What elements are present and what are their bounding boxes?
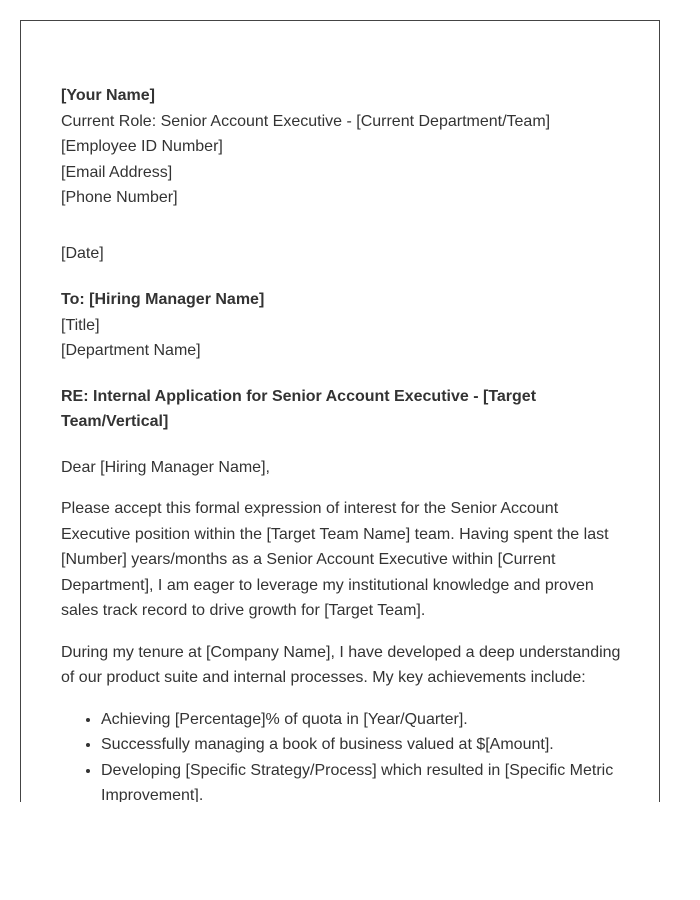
subject-line: RE: Internal Application for Senior Account Executive - [Target Team/Vertical] — [61, 387, 537, 430]
list-item: • Developing [Specific Strategy/Process] which resulted in [Specific Metric Improvement]. — [101, 758, 631, 803]
sender-employee-id: [Employee ID Number] — [61, 138, 223, 155]
recipient-title: [Title] — [61, 316, 100, 334]
sender-phone: [Phone Number] — [61, 189, 178, 206]
recipient-to: To: [Hiring Manager Name] — [61, 291, 265, 308]
list-item: • Achieving [Percentage]% of quota in [Year/Quarter]. — [101, 707, 631, 733]
letter-date: [Date] — [61, 244, 104, 262]
sender-block — [61, 83, 631, 211]
letter-page — [20, 20, 660, 802]
recipient-department: [Department Name] — [61, 342, 201, 359]
achievements-list — [61, 707, 631, 803]
sender-role: Current Role: Senior Account Executive - [Current Department/Team] — [61, 112, 551, 130]
body-paragraph-tenure: During my tenure at [Company Name], I have developed a deep understanding of our product suite and internal processes. My key achievements include: — [61, 643, 621, 686]
body-paragraph-intro: Please accept this formal expression of interest for the Senior Account Executive position within the [Target Team Name] team. Having spent the last [Number] years/months as a Senior Account Executive within [Current Department], I am eager to leverage my institutional knowledge and proven sales track record to drive growth for [Target Team]. — [61, 500, 609, 619]
letter-content — [61, 83, 631, 802]
sender-name: [Your Name] — [61, 87, 155, 104]
recipient-block — [61, 287, 631, 364]
list-item: • Successfully managing a book of business valued at $[Amount]. — [101, 732, 631, 758]
sender-email: [Email Address] — [61, 163, 173, 181]
salutation: Dear [Hiring Manager Name], — [61, 458, 270, 476]
